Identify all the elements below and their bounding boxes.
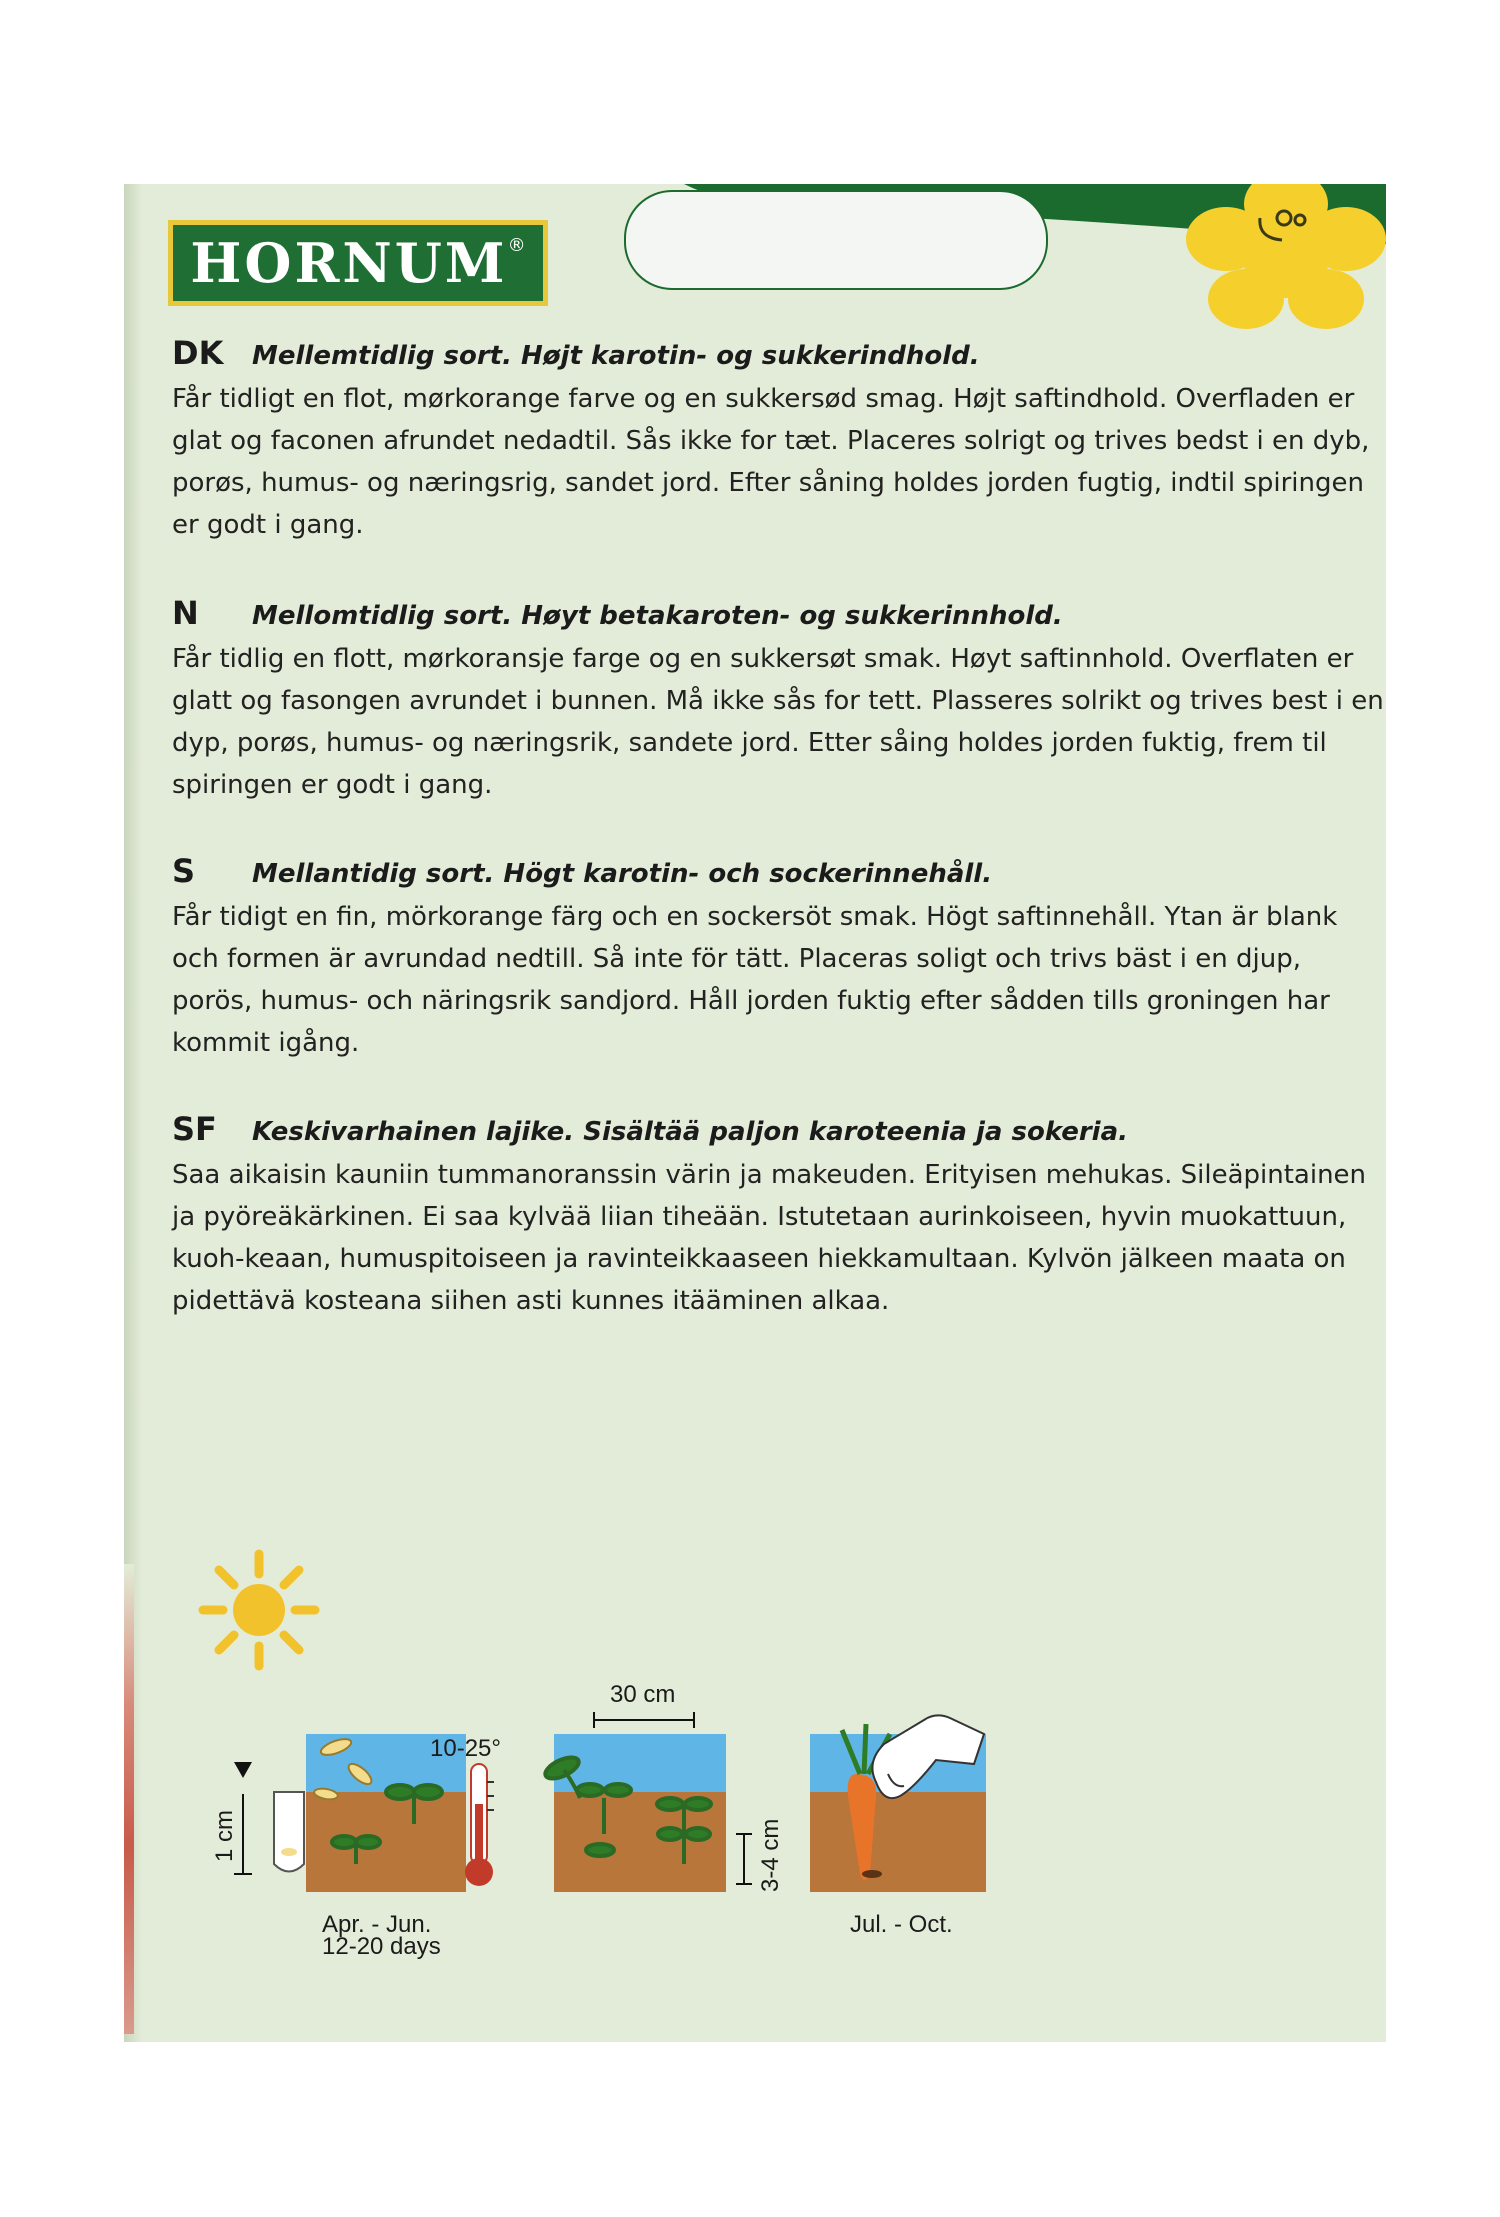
section-headline: Mellemtidlig sort. Højt karotin- og sukkerindhold. <box>252 341 980 371</box>
seed-packet-back <box>124 184 1386 2042</box>
sow-depth-label: 1 cm <box>211 1809 238 1862</box>
section-heading <box>172 594 1384 632</box>
section-heading <box>172 334 1384 372</box>
section-body: Får tidigt en fin, mörkorange färg och en sockersöt smak. Högt saftinnehåll. Ytan är blank och formen är avrundad nedtill. Så inte för tätt. Placeras soligt och trivs bäst i en djup, porös, humus- och näringsrik sandjord. Håll jorden fuktig efter sådden tills groningen har kommit igång. <box>172 902 1338 1058</box>
section-body: Får tidligt en flot, mørkorange farve og en sukkersød smag. Højt saftindhold. Overfladen er glat og faconen afrundet nedadtil. Sås ikke for tæt. Placeres solrigt og trives bedst i en dyb, porøs, humus- og næringsrig, sandet jord. Efter såning holdes jorden fugtig, indtil spiringen er godt i gang. <box>172 384 1370 540</box>
harvest-period-label: Jul. - Oct. <box>850 1911 953 1938</box>
sun-icon <box>203 1554 315 1666</box>
section-sf <box>172 1110 1384 1322</box>
section-body: Saa aikaisin kauniin tummanoranssin värin ja makeuden. Erityisen mehukas. Sileäpintainen ja pyöreäkärkinen. Ei saa kylvää liian tiheään. Istutetaan aurinkoiseen, hyvin muokattuun, kuoh-keaan, humuspitoiseen ja ravinteikkaaseen hiekkamultaan. Kylvön jälkeen maata on pidettävä kosteana siihen asti kunnes itääminen alkaa. <box>172 1160 1367 1316</box>
section-headline: Mellantidig sort. Högt karotin- och sockerinnehåll. <box>252 859 993 889</box>
harvest-panel <box>810 1715 986 1938</box>
thinning-depth-label: 3-4 cm <box>757 1818 784 1892</box>
section-headline: Mellomtidlig sort. Høyt betakaroten- og sukkerinnhold. <box>252 601 1063 631</box>
temperature-label: 10-25° <box>430 1735 501 1762</box>
section-heading <box>172 852 1384 890</box>
thinning-panel <box>542 1681 784 1892</box>
germination-label: 12-20 days <box>322 1933 441 1960</box>
section-body: Får tidlig en flott, mørkoransje farge og en sukkersøt smak. Høyt saftinnhold. Overflaten er glatt og fasongen avrundet i bunnen. Må ikke sås for tett. Plasseres solrikt og trives best i en dyp, porøs, humus- og næringsrik, sandete jord. Etter såing holdes jorden fuktig, frem til spiringen er godt i gang. <box>172 644 1384 800</box>
language-code: S <box>172 852 196 890</box>
spacing-label: 30 cm <box>610 1681 676 1708</box>
language-code: DK <box>172 334 224 372</box>
brand-logo <box>168 220 548 306</box>
smiley-flower-icon <box>1186 184 1386 334</box>
sow-period-label: Apr. - Jun. <box>322 1911 432 1938</box>
brand-registered-mark: ® <box>507 234 526 256</box>
growing-instructions <box>124 1534 1024 2014</box>
sowing-panel <box>211 1734 466 1960</box>
hang-hole <box>624 190 1048 290</box>
thermometer-icon <box>465 1764 494 1886</box>
section-dk <box>172 334 1384 546</box>
seed-packet-icon <box>274 1792 304 1872</box>
section-s <box>172 852 1384 1064</box>
brand-name: HORNUM <box>190 231 508 295</box>
section-n <box>172 594 1384 806</box>
language-code: N <box>172 594 199 632</box>
section-headline: Keskivarhainen lajike. Sisältää paljon karoteenia ja sokeria. <box>252 1117 1129 1147</box>
language-code: SF <box>172 1110 217 1148</box>
section-heading <box>172 1110 1384 1148</box>
